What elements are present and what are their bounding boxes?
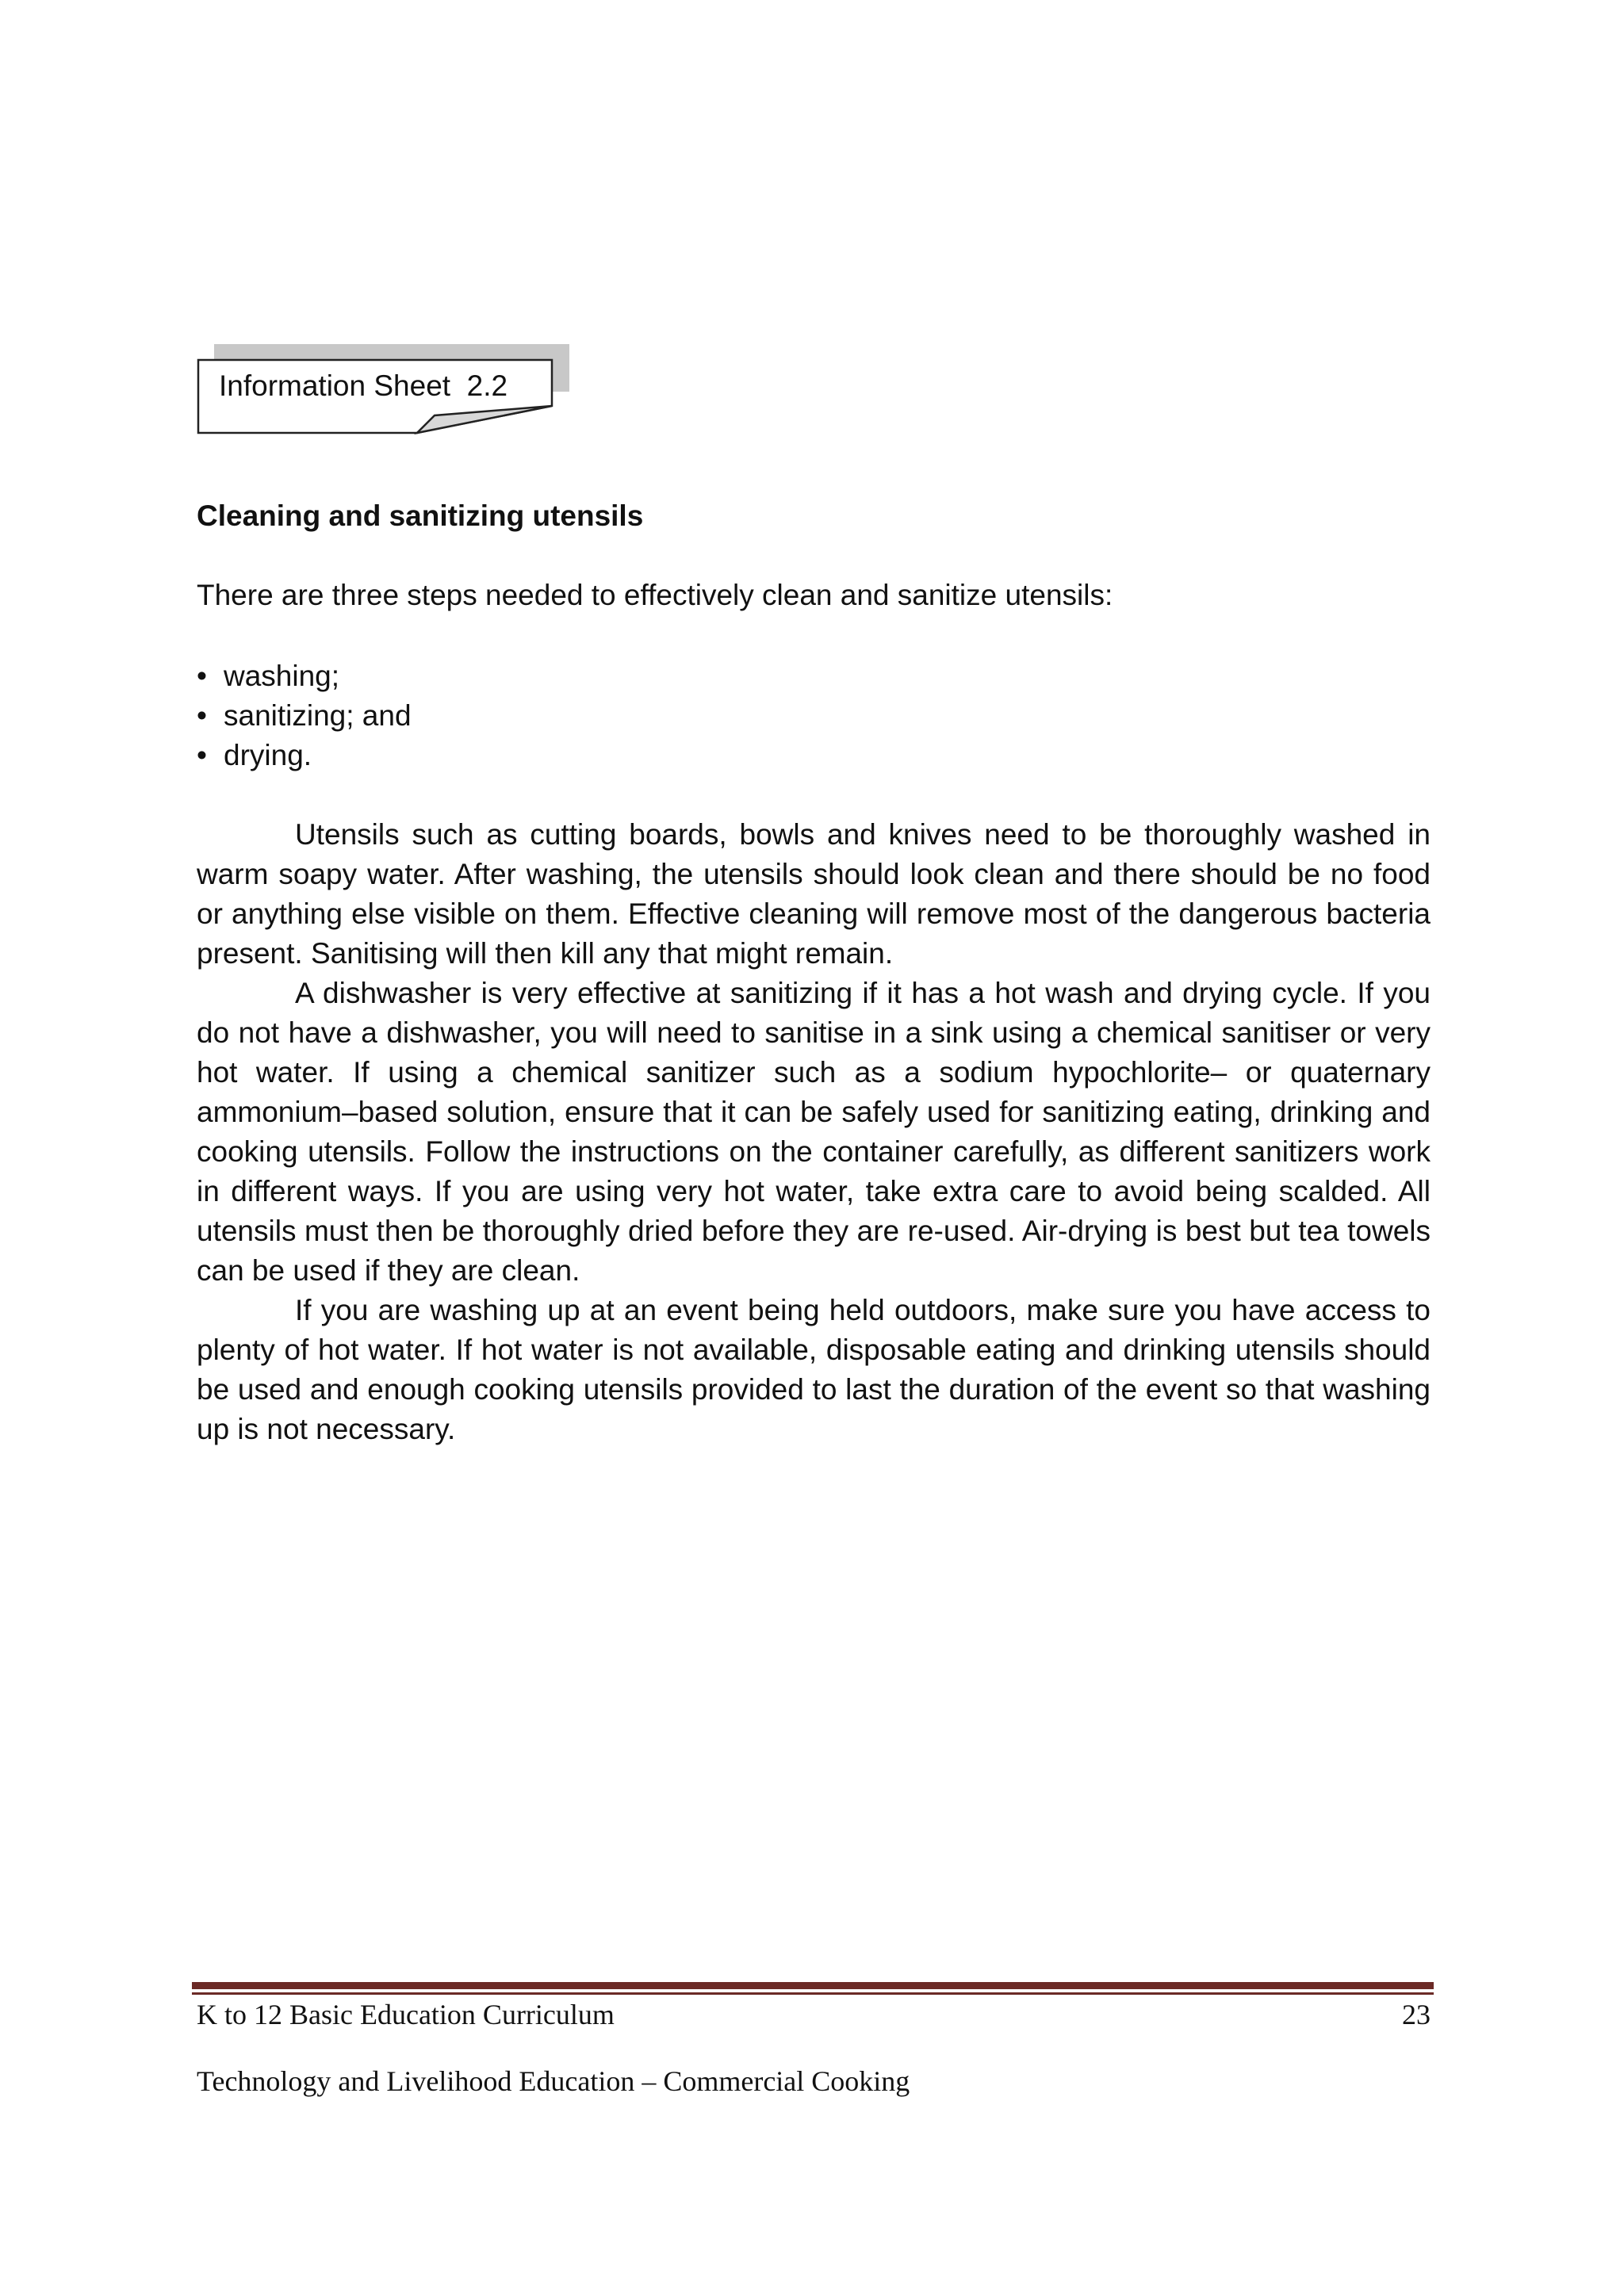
steps-list	[197, 656, 412, 775]
footer-curriculum: K to 12 Basic Education Curriculum	[197, 1999, 615, 2030]
footer-divider-thick	[192, 1982, 1434, 1989]
step-label: drying.	[224, 739, 312, 771]
step-label: sanitizing; and	[224, 699, 412, 732]
info-sheet-label: Information Sheet 2.2	[219, 369, 508, 402]
paragraph: Utensils such as cutting boards, bowls and knives need to be thoroughly washed in warm soapy water. After washing, the utensils should look clean and there should be no food or anything else visible on them. Effective cleaning will remove most of the dangerous bacteria present. Sanitising will then kill any that might remain.	[197, 818, 1431, 970]
intro-text: There are three steps needed to effectively clean and sanitize utensils:	[197, 579, 1113, 611]
info-sheet-tab	[197, 344, 569, 436]
body-text	[197, 815, 1431, 1449]
bullet-icon: •	[197, 699, 207, 732]
list-item	[197, 696, 412, 736]
footer-divider-thin	[192, 1992, 1434, 1995]
bullet-icon: •	[197, 660, 207, 692]
list-item	[197, 736, 412, 775]
bullet-icon: •	[197, 739, 207, 771]
footer-divider	[192, 1982, 1434, 1996]
list-item	[197, 656, 412, 696]
footer-subject: Technology and Livelihood Education – Commercial Cooking	[197, 2065, 910, 2097]
page-number: 23	[1402, 1999, 1431, 2030]
section-heading: Cleaning and sanitizing utensils	[197, 499, 644, 532]
step-label: washing;	[224, 660, 340, 692]
paragraph: If you are washing up at an event being held outdoors, make sure you have access to plenty of hot water. If hot water is not available, disposable eating and drinking utensils should be used and enough cooking utensils provided to last the duration of the event so that washing up is not necessary.	[197, 1294, 1431, 1445]
paragraph: A dishwasher is very effective at sanitizing if it has a hot wash and drying cycle. If you do not have a dishwasher, you will need to sanitise in a sink using a chemical sanitiser or very hot water. If using a chemical sanitizer such as a sodium hypochlorite– or quaternary ammonium–based solution, ensure that it can be safely used for sanitizing eating, drinking and cooking utensils. Follow the instructions on the container carefully, as different sanitizers work in different ways. If you are using very hot water, take extra care to avoid being scalded. All utensils must then be thoroughly dried before they are re-used. Air-drying is best but tea towels can be used if they are clean.	[197, 977, 1431, 1287]
